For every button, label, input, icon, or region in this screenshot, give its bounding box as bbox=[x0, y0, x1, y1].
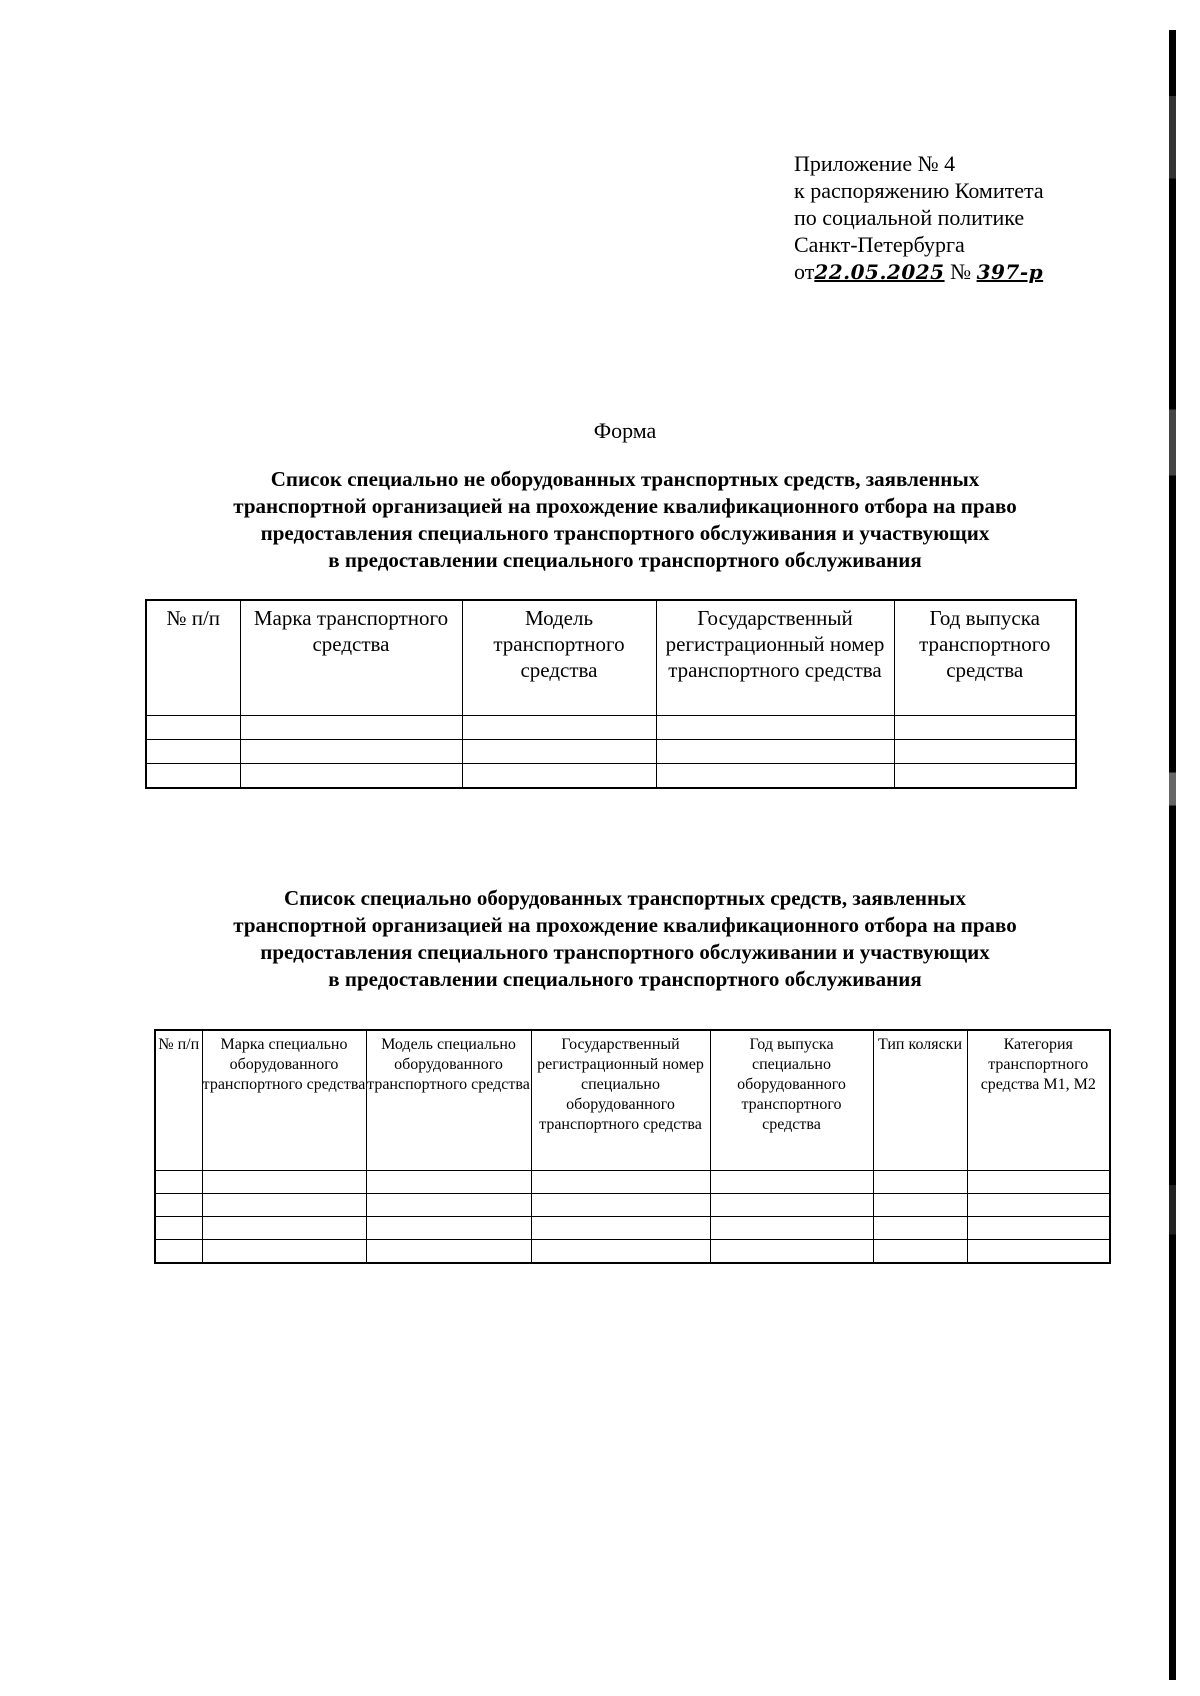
table-cell[interactable] bbox=[710, 1240, 873, 1264]
table-cell[interactable] bbox=[155, 1240, 202, 1264]
table-cell[interactable] bbox=[240, 740, 462, 764]
appendix-number: Приложение № 4 bbox=[794, 151, 956, 176]
table-header-row bbox=[155, 1030, 1110, 1171]
column-header-model: Модель специально оборудованного транспортного средства bbox=[366, 1030, 531, 1171]
column-header-model: Модель транспортного средства bbox=[462, 600, 656, 716]
column-header-year: Год выпуска специально оборудованного транспортного средства bbox=[710, 1030, 873, 1171]
table-cell[interactable] bbox=[873, 1240, 967, 1264]
table-cell[interactable] bbox=[873, 1194, 967, 1217]
table-cell[interactable] bbox=[873, 1217, 967, 1240]
column-header-brand: Марка транспортного средства bbox=[240, 600, 462, 716]
table-cell[interactable] bbox=[202, 1240, 366, 1264]
table-cell[interactable] bbox=[240, 764, 462, 789]
table-cell[interactable] bbox=[967, 1217, 1110, 1240]
table-row bbox=[155, 1194, 1110, 1217]
city-name: Санкт-Петербурга bbox=[794, 232, 965, 257]
table-cell[interactable] bbox=[155, 1194, 202, 1217]
table-row bbox=[146, 716, 1076, 740]
column-header-wheelchair-type: Тип коляски bbox=[873, 1030, 967, 1171]
table-cell[interactable] bbox=[366, 1217, 531, 1240]
table-cell[interactable] bbox=[873, 1171, 967, 1194]
table-cell[interactable] bbox=[202, 1171, 366, 1194]
table-row bbox=[146, 740, 1076, 764]
table-cell[interactable] bbox=[710, 1171, 873, 1194]
section1-heading-line: предоставления специального транспортного обслуживания и участвующих bbox=[260, 521, 990, 545]
section1-table bbox=[145, 599, 1077, 789]
handwritten-number: 397-р bbox=[976, 260, 1044, 284]
table-cell[interactable] bbox=[366, 1171, 531, 1194]
table-cell[interactable] bbox=[967, 1171, 1110, 1194]
table-cell[interactable] bbox=[462, 740, 656, 764]
table-row bbox=[155, 1240, 1110, 1264]
table-cell[interactable] bbox=[656, 740, 894, 764]
handwritten-date: 22.05.2025 bbox=[814, 260, 945, 284]
order-reference: к распоряжению Комитета bbox=[794, 178, 1044, 203]
section1-heading-line: в предоставлении специального транспортного обслуживания bbox=[328, 548, 922, 572]
column-header-number: № п/п bbox=[146, 600, 240, 716]
section2-table bbox=[154, 1029, 1111, 1264]
form-label: Форма bbox=[593, 418, 657, 443]
column-header-brand: Марка специально оборудованного транспортного средства bbox=[202, 1030, 366, 1171]
number-prefix: № bbox=[950, 259, 972, 284]
section2-heading-line: Список специально оборудованных транспортных средств, заявленных bbox=[284, 886, 966, 910]
section2-heading-line: в предоставлении специального транспортного обслуживания bbox=[328, 967, 922, 991]
table-cell[interactable] bbox=[894, 740, 1076, 764]
column-header-year: Год выпуска транспортного средства bbox=[894, 600, 1076, 716]
table-cell[interactable] bbox=[202, 1194, 366, 1217]
table-cell[interactable] bbox=[366, 1194, 531, 1217]
table-cell[interactable] bbox=[531, 1217, 710, 1240]
table-cell[interactable] bbox=[894, 764, 1076, 789]
table-cell[interactable] bbox=[462, 716, 656, 740]
table-cell[interactable] bbox=[894, 716, 1076, 740]
table-header-row bbox=[146, 600, 1076, 716]
table-cell[interactable] bbox=[656, 716, 894, 740]
table-cell[interactable] bbox=[202, 1217, 366, 1240]
approval-block bbox=[794, 150, 1114, 286]
column-header-plate: Государственный регистрационный номер транспортного средства bbox=[656, 600, 894, 716]
table-cell[interactable] bbox=[240, 716, 462, 740]
table-cell[interactable] bbox=[967, 1240, 1110, 1264]
scan-edge-mark bbox=[1169, 30, 1176, 1680]
table-cell[interactable] bbox=[531, 1240, 710, 1264]
table-cell[interactable] bbox=[155, 1171, 202, 1194]
date-prefix: от bbox=[794, 259, 815, 284]
table-cell[interactable] bbox=[155, 1217, 202, 1240]
table-cell[interactable] bbox=[146, 716, 240, 740]
column-header-plate: Государственный регистрационный номер специально оборудованного транспортного средства bbox=[531, 1030, 710, 1171]
table-row bbox=[146, 764, 1076, 789]
date-number-line bbox=[794, 258, 1114, 286]
section2-heading-line: транспортной организацией на прохождение квалификационного отбора на право bbox=[233, 913, 1017, 937]
section1-heading-line: Список специально не оборудованных транспортных средств, заявленных bbox=[270, 467, 980, 491]
table-cell[interactable] bbox=[710, 1194, 873, 1217]
table-cell[interactable] bbox=[462, 764, 656, 789]
table-cell[interactable] bbox=[531, 1194, 710, 1217]
section1-heading-line: транспортной организацией на прохождение квалификационного отбора на право bbox=[233, 494, 1017, 518]
table-cell[interactable] bbox=[656, 764, 894, 789]
table-cell[interactable] bbox=[531, 1171, 710, 1194]
section1-heading bbox=[160, 466, 1090, 574]
section2-heading-line: предоставления специального транспортного обслуживании и участвующих bbox=[260, 940, 990, 964]
table-row bbox=[155, 1217, 1110, 1240]
column-header-category: Категория транспортного средства М1, М2 bbox=[967, 1030, 1110, 1171]
table-cell[interactable] bbox=[146, 764, 240, 789]
table-row bbox=[155, 1171, 1110, 1194]
table-cell[interactable] bbox=[146, 740, 240, 764]
committee-name: по социальной политике bbox=[794, 205, 1025, 230]
table-cell[interactable] bbox=[366, 1240, 531, 1264]
section2-heading bbox=[160, 885, 1090, 993]
column-header-number: № п/п bbox=[155, 1030, 202, 1171]
table-cell[interactable] bbox=[967, 1194, 1110, 1217]
table-cell[interactable] bbox=[710, 1217, 873, 1240]
